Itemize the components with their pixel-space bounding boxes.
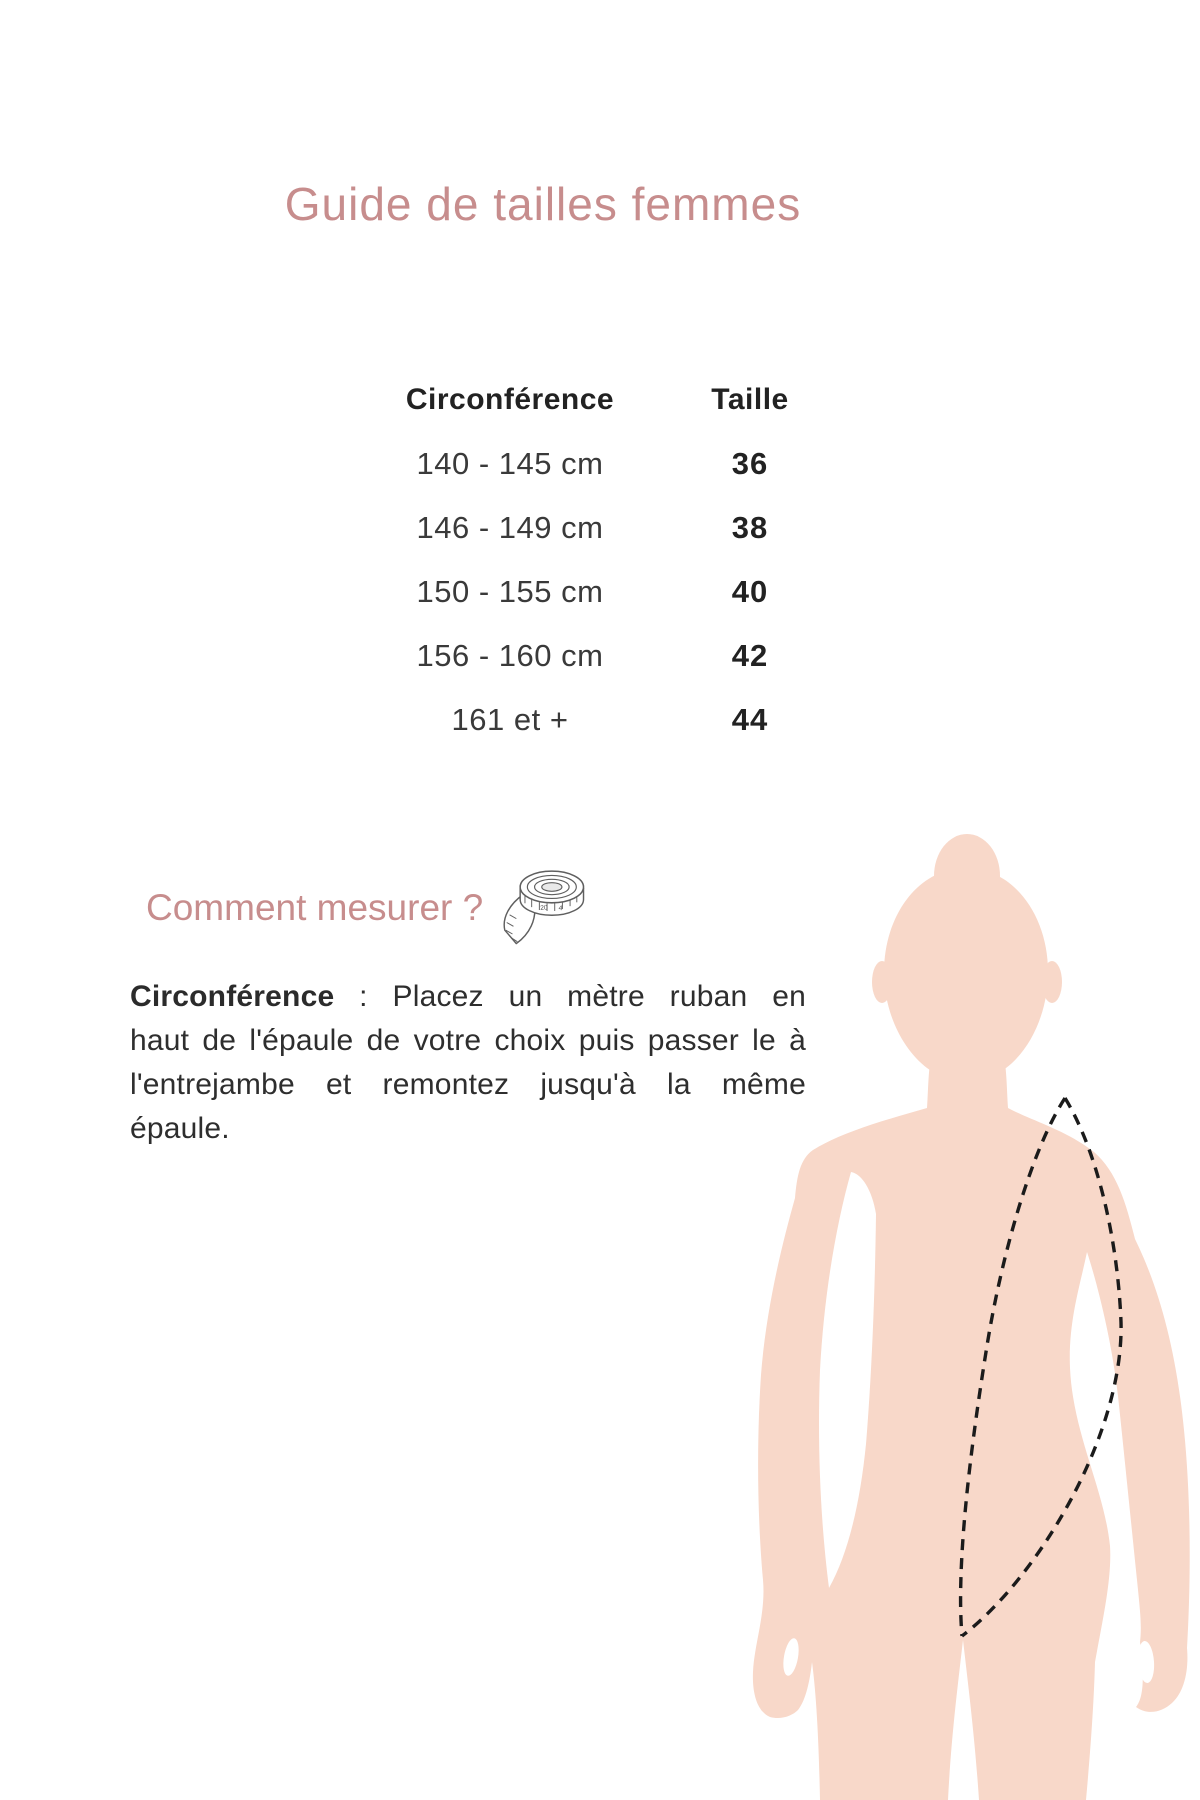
size-value: 36 <box>731 446 769 481</box>
circumference-value: 150 - 155 cm <box>416 574 604 609</box>
size-value: 38 <box>731 510 769 545</box>
tape-numeral-4: 4 <box>558 905 563 913</box>
instruction-line: épaule. <box>130 1112 230 1145</box>
size-table <box>350 368 830 752</box>
tape-numeral-20: 20 <box>539 904 548 912</box>
how-to-measure-heading: Comment mesurer ? <box>146 887 484 928</box>
size-value: 44 <box>731 702 769 737</box>
instruction-text: : Placez un mètre ruban en <box>334 980 806 1013</box>
instruction-line <box>130 975 806 1019</box>
table-row <box>350 496 830 560</box>
head-shape <box>884 868 1048 1079</box>
size-value: 42 <box>731 638 769 673</box>
circumference-value: 161 et + <box>451 702 569 737</box>
instruction-line: l'entrejambe et remontez jusqu'à la même <box>130 1068 806 1101</box>
silhouette-body-group <box>753 834 1190 1800</box>
size-table-header-row <box>350 368 830 432</box>
measurement-instructions <box>130 975 806 1151</box>
tape-measure-icon <box>500 862 596 958</box>
column-header-size: Taille <box>711 383 789 416</box>
instruction-lead-word: Circonférence <box>130 980 335 1013</box>
size-value: 40 <box>731 574 769 609</box>
circumference-value: 140 - 145 cm <box>416 446 604 481</box>
page-title: Guide de tailles femmes <box>284 178 802 230</box>
table-row <box>350 560 830 624</box>
table-row <box>350 688 830 752</box>
circumference-value: 146 - 149 cm <box>416 510 604 545</box>
table-row <box>350 624 830 688</box>
body-shape <box>753 1062 1190 1800</box>
instruction-line: haut de l'épaule de votre choix puis passer le à <box>130 1024 806 1057</box>
table-row <box>350 432 830 496</box>
circumference-value: 156 - 160 cm <box>416 638 604 673</box>
column-header-circumference: Circonférence <box>405 383 615 416</box>
